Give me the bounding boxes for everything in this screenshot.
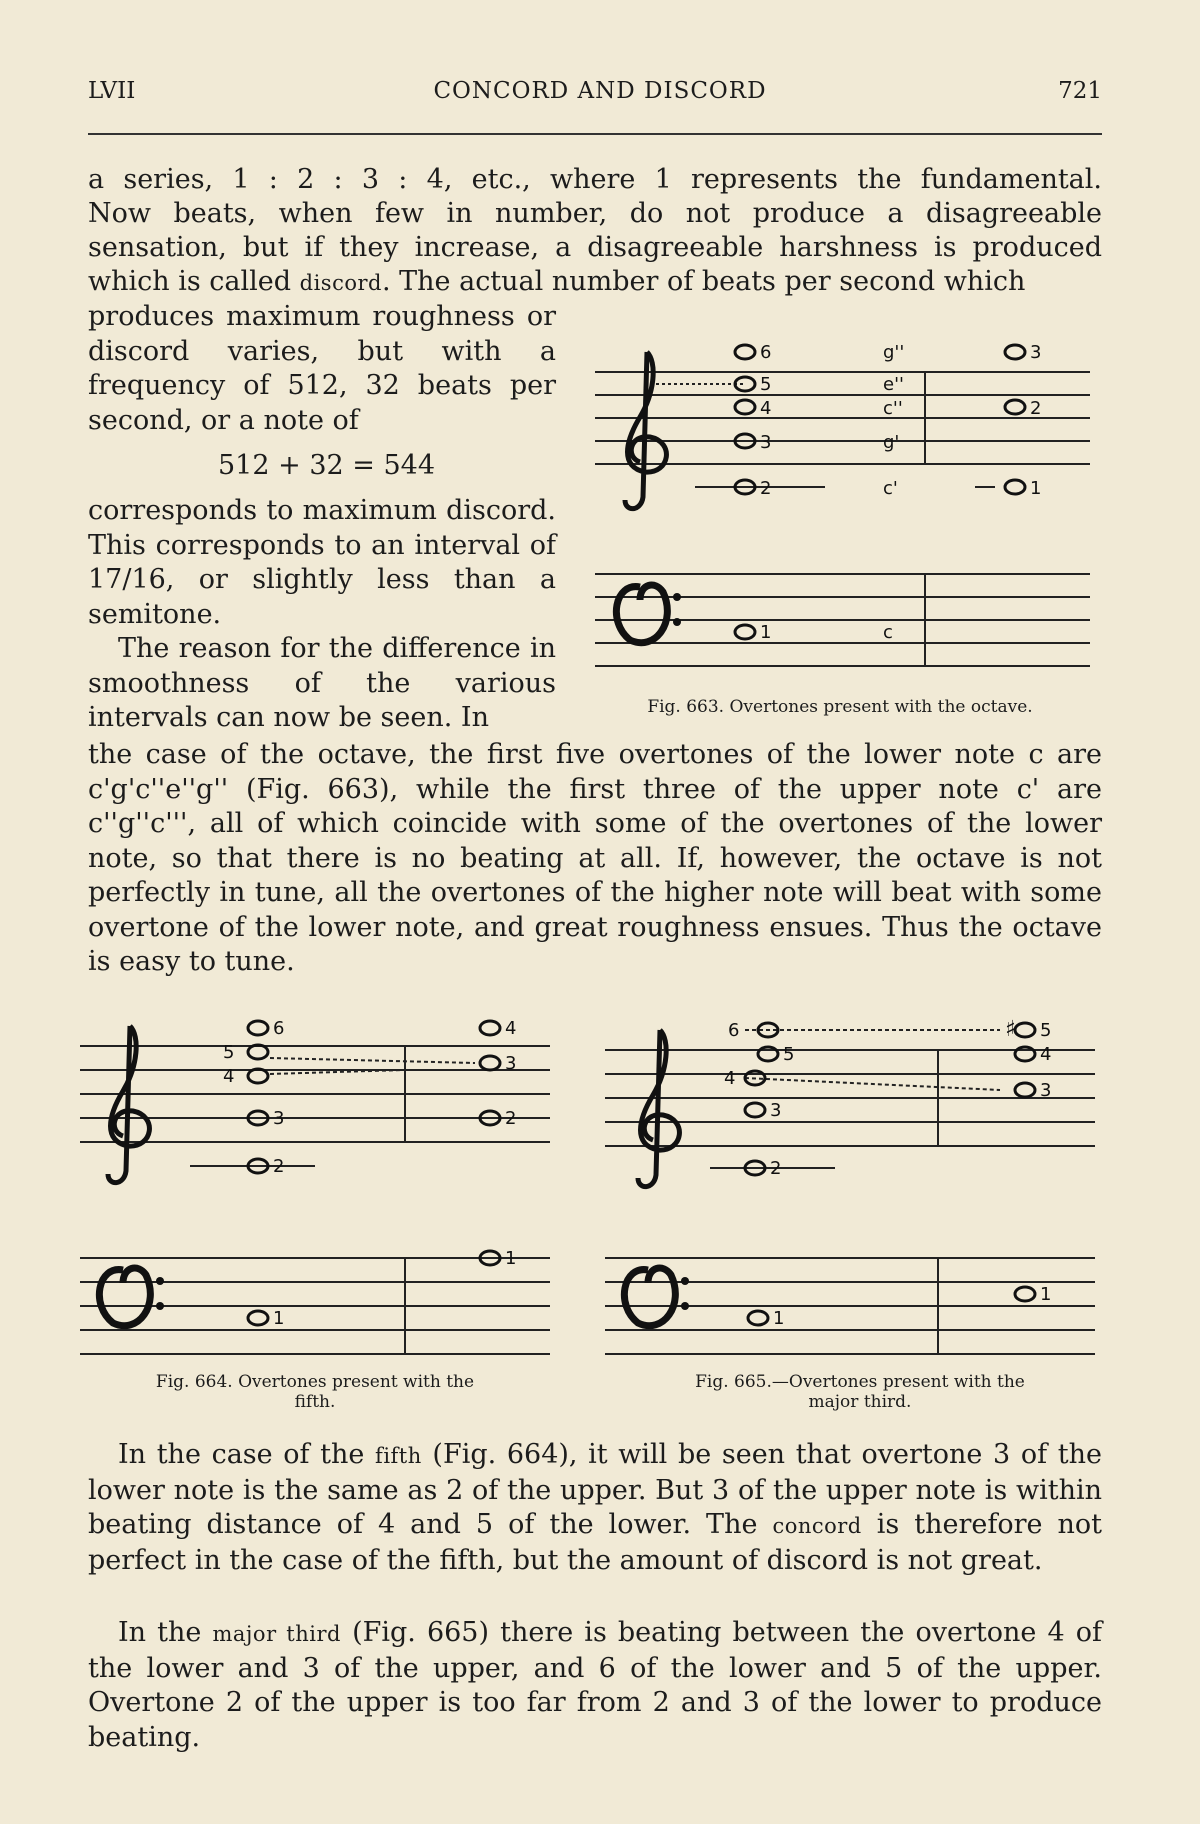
treble-clef-icon — [625, 352, 666, 509]
f663-r2: 2 — [1030, 398, 1042, 419]
treble-clef-icon — [638, 1030, 679, 1187]
f665-r4: 4 — [1040, 1044, 1052, 1065]
f663-n3: 3 — [760, 432, 772, 453]
formula: 512 + 32 = 544 — [218, 450, 436, 481]
f663-n4: 4 — [760, 398, 772, 419]
f665-n2: 2 — [770, 1158, 782, 1179]
f663-n5: 5 — [760, 374, 772, 395]
f664-r4: 4 — [505, 1018, 517, 1039]
f663-name-c2: c'' — [883, 398, 903, 419]
page-number: 721 — [1058, 78, 1102, 104]
major-third-term: major third — [212, 1622, 341, 1646]
f663-n6: 6 — [760, 342, 772, 363]
fig665-caption-line2: major third. — [808, 1392, 912, 1412]
p3-text — [88, 1438, 1102, 1578]
p3-e: is therefore not perfect in the case of the fifth, but the amount of discord is not great. — [88, 1509, 1102, 1576]
fig664-caption — [80, 1372, 550, 1412]
fig664-caption-line1: Fig. 664. Overtones present with the — [155, 1372, 475, 1392]
f663-name-g2: g'' — [883, 342, 905, 363]
f664-n3: 3 — [273, 1108, 285, 1129]
f665-n4: 4 — [724, 1068, 736, 1089]
f663-name-c1: c' — [883, 478, 898, 499]
f663-r1: 1 — [1030, 478, 1042, 499]
p3-a: In the case of the — [118, 1439, 376, 1470]
running-title: CONCORD AND DISCORD — [433, 78, 767, 104]
f664-n4: 4 — [223, 1066, 235, 1087]
p1-line4 — [88, 265, 1102, 301]
p1-line4-c: . The actual number of beats per second which — [381, 266, 1026, 297]
f664-r1: 1 — [505, 1248, 517, 1269]
f665-n1: 1 — [773, 1308, 785, 1329]
f665-r1: 1 — [1040, 1284, 1052, 1305]
f663-n2: 2 — [760, 478, 772, 499]
fifth-term: fifth — [375, 1444, 422, 1468]
figure-665 — [600, 1008, 1100, 1360]
figure-664 — [75, 1008, 555, 1360]
f665-n5: 5 — [783, 1044, 795, 1065]
p2-column-text: The reason for the difference in smoothness of the various intervals can now be seen. In — [88, 633, 556, 733]
p1-line2: Now beats, when few in number, do not produce a disagreeable — [88, 198, 1102, 229]
p4-a: In the — [118, 1617, 213, 1648]
f663-n1: 1 — [760, 622, 772, 643]
p1-line4-a: which is called — [88, 266, 300, 297]
p1-end-text: corresponds to maximum discord. This corresponds to an interval of 17/16, or slightly less than a semitone. — [88, 495, 556, 630]
fig663-caption: Fig. 663. Overtones present with the octave. — [647, 697, 1033, 717]
p3-c: (Fig. 664), it will be seen that overtone 3 of the lower note is the same as 2 of the upper. But 3 of the upper note is within beating distance of 4 and 5 of the lower. The — [88, 1439, 1102, 1540]
f663-r3: 3 — [1030, 342, 1042, 363]
bass-clef-icon — [616, 585, 667, 643]
f665-n3: 3 — [770, 1100, 782, 1121]
f664-r2: 2 — [505, 1108, 517, 1129]
f665-r5: 5 — [1040, 1020, 1052, 1041]
f663-name-e2: e'' — [883, 374, 904, 395]
f665-r3: 3 — [1040, 1080, 1052, 1101]
p1-line3: sensation, but if they increase, a disagreeable harshness is produced — [88, 232, 1102, 263]
treble-clef-icon — [108, 1026, 149, 1183]
bass-clef-icon — [99, 1268, 150, 1326]
svg-text:♯: ♯ — [1005, 1017, 1016, 1042]
f664-n5: 5 — [223, 1042, 235, 1063]
bass-clef-icon — [624, 1268, 675, 1326]
f664-n2: 2 — [273, 1156, 285, 1177]
fig665-caption — [625, 1372, 1095, 1412]
header-rule — [88, 133, 1102, 135]
f663-name-c: c — [883, 622, 893, 643]
f664-r3: 3 — [505, 1053, 517, 1074]
p2-full-text: the case of the octave, the first five overtones of the lower note c are c'g'c''e''g'' (Fig. 663), while the first three of the upper note c' are c''g''c''', all of which coincide with some of the overtones of the lower note, so that there is no beating at all. If, however, the octave is not perfectly in tune, all the overtones of the higher note will beat with some overtone of the lower note, and great roughness ensues. Thus the octave is easy to tune. — [88, 739, 1102, 977]
p1-column-text: produces maximum roughness or discord varies, but with a frequency of 512, 32 beats per second, or a note of — [88, 301, 556, 436]
figure-663 — [585, 322, 1095, 694]
f665-n6: 6 — [728, 1020, 740, 1041]
p4-c: (Fig. 665) there is beating between the overtone 4 of the lower and 3 of the upper, and 6 of the lower and 5 of the upper. Overtone 2 of the upper is too far from 2 and 3 of the lower to produce beating. — [88, 1617, 1103, 1753]
p1-line1: a series, 1 : 2 : 3 : 4, etc., where 1 represents the fundamental. — [88, 164, 1102, 195]
p4-text — [88, 1616, 1102, 1755]
discord-term: discord — [299, 271, 382, 295]
fig665-caption-line1: Fig. 665.—Overtones present with the — [695, 1372, 1025, 1392]
chapter-number: LVII — [88, 78, 136, 104]
fig664-caption-line2: fifth. — [294, 1392, 336, 1412]
f663-name-g1: g' — [883, 432, 900, 453]
f664-n6: 6 — [273, 1018, 285, 1039]
concord-term: concord — [772, 1514, 862, 1538]
f664-n1: 1 — [273, 1308, 285, 1329]
